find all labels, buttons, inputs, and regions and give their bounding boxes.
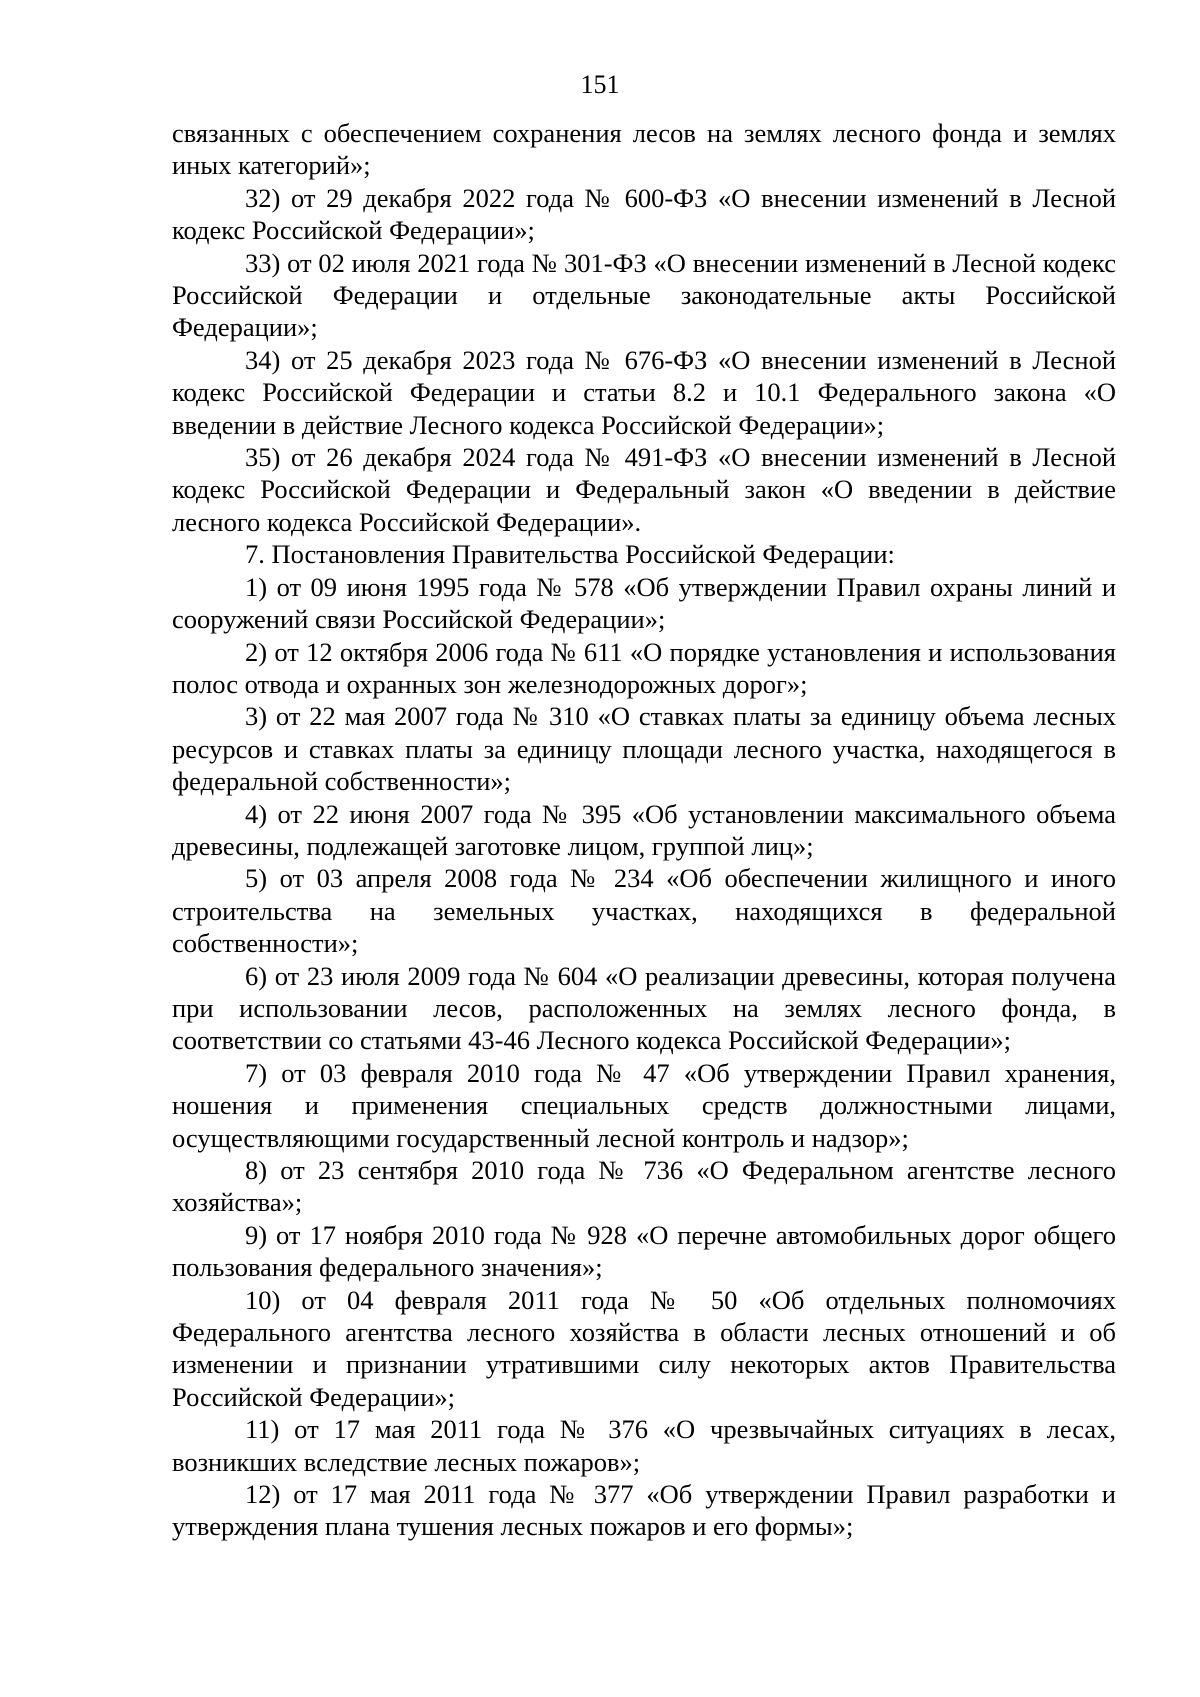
list-item-12: 12) от 17 мая 2011 года № 377 «Об утверждении Правил разработки и утверждения плана тушения лесных пожаров и его формы»; (172, 1479, 1116, 1542)
list-item-6: 6) от 23 июля 2009 года № 604 «О реализации древесины, которая получена при использовании лесов, расположенных на землях лесного фонда, в соответствии со статьями 43-46 Лесного кодекса Российской Федерации»; (172, 960, 1116, 1056)
list-item-7: 7) от 03 февраля 2010 года № 47 «Об утверждении Правил хранения, ношения и применения специальных средств должностными лицами, осуществляющими государственный лесной контроль и надзор»; (172, 1057, 1116, 1153)
list-item-11: 11) от 17 мая 2011 года № 376 «О чрезвычайных ситуациях в лесах, возникших вследствие лесных пожаров»; (172, 1414, 1116, 1477)
page-number: 151 (580, 70, 620, 99)
list-item-3: 3) от 22 мая 2007 года № 310 «О ставках платы за единицу объема лесных ресурсов и ставках платы за единицу площади лесного участка, находящегося в федеральной собственности»; (172, 701, 1116, 797)
list-item-32: 32) от 29 декабря 2022 года № 600-ФЗ «О внесении изменений в Лесной кодекс Российской Федерации»; (172, 182, 1116, 246)
list-item-8: 8) от 23 сентября 2010 года № 736 «О Федеральном агентстве лесного хозяйства»; (172, 1155, 1116, 1218)
list-item-4: 4) от 22 июня 2007 года № 395 «Об установлении максимального объема древесины, подлежащей заготовке лицом, группой лиц»; (172, 798, 1116, 861)
paragraph-continuation: связанных с обеспечением сохранения лесов на землях лесного фонда и землях иных категорий»; (172, 118, 1116, 181)
list-item-35: 35) от 26 декабря 2024 года № 491-ФЗ «О внесении изменений в Лесной кодекс Российской Федерации и Федеральный закон «О введении в действие лесного кодекса Российской Федерации». (172, 442, 1116, 537)
document-body (172, 117, 1116, 1543)
list-item-9: 9) от 17 ноября 2010 года № 928 «О перечне автомобильных дорог общего пользования федерального значения»; (172, 1219, 1116, 1283)
list-item-33: 33) от 02 июля 2021 года № 301-ФЗ «О внесении изменений в Лесной кодекс Российской Федерации и отдельные законодательные акты Российской Федерации»; (172, 247, 1116, 343)
list-item-1: 1) от 09 июня 1995 года № 578 «Об утверждении Правил охраны линий и сооружений связи Российской Федерации»; (172, 571, 1116, 635)
list-item-2: 2) от 12 октября 2006 года № 611 «О порядке установления и использования полос отвода и охранных зон железнодорожных дорог»; (172, 636, 1116, 699)
list-item-34: 34) от 25 декабря 2023 года № 676-ФЗ «О внесении изменений в Лесной кодекс Российской Федерации и статьи 8.2 и 10.1 Федерального закона «О введении в действие Лесного кодекса Российской Федерации»; (172, 344, 1116, 440)
list-item-5: 5) от 03 апреля 2008 года № 234 «Об обеспечении жилищного и иного строительства на земельных участках, находящихся в федеральной собственности»; (172, 863, 1116, 959)
list-item-10: 10) от 04 февраля 2011 года № 50 «Об отдельных полномочиях Федерального агентства лесного хозяйства в области лесных отношений и об изменении и признании утратившими силу некоторых актов Правительства Российской Федерации»; (172, 1284, 1116, 1412)
section-heading-7: 7. Постановления Правительства Российской Федерации: (245, 539, 895, 570)
